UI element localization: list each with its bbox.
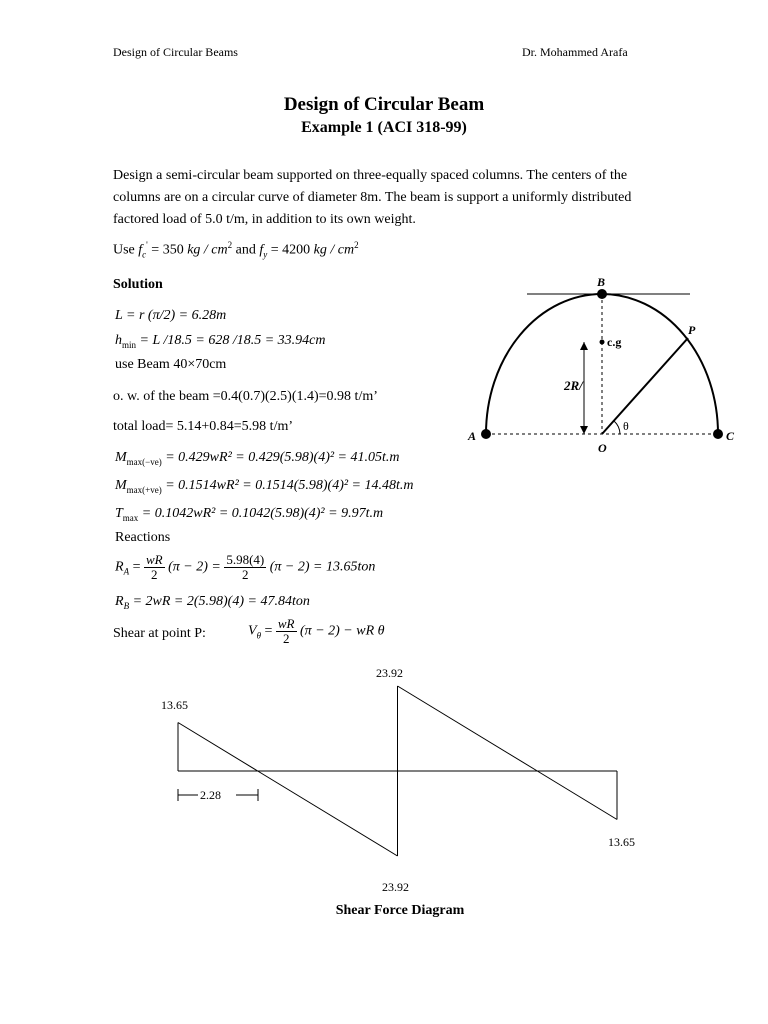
data-label-peak-top: 23.92 [376, 666, 403, 680]
fy-value: = 4200 [270, 242, 311, 258]
fy-unit-exp: 2 [354, 240, 359, 250]
m-pos-symbol: M [115, 478, 127, 493]
length-equation: L = r (π/2) = 6.28m [115, 308, 227, 323]
m-neg-symbol: M [115, 450, 127, 465]
data-label-end: 13.65 [608, 835, 635, 849]
rb-value: = 2wR = 2(5.98)(4) = 47.84ton [132, 594, 310, 609]
cg-point [600, 340, 605, 345]
h-subscript: min [122, 339, 137, 350]
fc-symbol: f [138, 242, 143, 258]
ra-equals: = [132, 559, 141, 575]
problem-statement: Design a semi-circular beam supported on three-equally spaced columns. The centers of the columns are on a circular curve of diameter 8m. The beam is support a uniformly distributed factored load of 5.0 t/m, in addition to its own weight. [113, 168, 632, 227]
v-symbol: V [248, 623, 257, 639]
rb-equation [115, 594, 310, 611]
beam-diagram [460, 270, 750, 460]
total-load: total load= 5.14+0.84=5.98 t/m’ [113, 419, 294, 434]
shear-segment [398, 686, 538, 771]
shear-segment [178, 722, 258, 771]
shear-force-chart [150, 660, 650, 900]
label-a: A [468, 429, 477, 443]
label-o: O [598, 441, 607, 455]
fc-value: = 350 [151, 242, 184, 258]
solution-heading: Solution [113, 277, 163, 292]
fc-unit: kg / cm [187, 242, 228, 258]
label-2r: 2R/ [564, 378, 583, 393]
ra-f1-num: wR [145, 552, 163, 567]
m-pos-value: = 0.1514wR² = 0.1514(5.98)(4)² = 14.48t.m [165, 478, 414, 493]
ra-f1-den: 2 [151, 567, 158, 582]
use-text: Use [113, 242, 135, 258]
ra-fraction-1 [144, 553, 165, 582]
moment-negative-equation [115, 450, 400, 467]
label-cg: c.g [607, 335, 622, 349]
ra-equation [115, 553, 375, 582]
torsion-equation [115, 506, 383, 523]
support-c-icon [713, 429, 723, 439]
v-den: 2 [282, 631, 290, 646]
chart-title: Shear Force Diagram [335, 903, 465, 918]
fy-unit: kg / cm [313, 242, 355, 258]
and-text: and [235, 242, 256, 258]
reactions-heading: Reactions [115, 530, 171, 545]
beam-size: use Beam 40×70cm [115, 357, 227, 372]
dimension-label: 2.28 [200, 788, 221, 802]
t-value: = 0.1042wR² = 0.1042(5.98)(4)² = 9.97t.m [141, 506, 384, 521]
dimension-marker [178, 788, 258, 802]
shear-equation [248, 617, 385, 646]
data-label-start: 13.65 [161, 698, 188, 712]
ra-fraction-2 [224, 553, 266, 582]
fc-prime: ' [146, 240, 148, 250]
support-a-icon [481, 429, 491, 439]
t-subscript: max [122, 512, 139, 523]
rb-symbol: R [115, 594, 124, 609]
theta-arc [614, 421, 620, 434]
m-neg-subscript: max(−ve) [126, 456, 162, 467]
m-neg-value: = 0.429wR² = 0.429(5.98)(4)² = 41.05t.m [165, 450, 400, 465]
h-symbol: h [115, 333, 122, 348]
fy-symbol: f [259, 242, 264, 258]
label-p: P [688, 323, 696, 337]
ra-subscript: A [123, 566, 130, 577]
data-label-peak-bottom: 23.92 [382, 880, 409, 894]
materials-line [113, 240, 359, 259]
page-subtitle: Example 1 (ACI 318-99) [301, 119, 467, 136]
ra-symbol: R [115, 559, 124, 575]
shear-label: Shear at point P: [113, 626, 206, 641]
h-equation: = L /18.5 = 628 /18.5 = 33.94cm [139, 333, 326, 348]
header-right: Dr. Mohammed Arafa [522, 45, 628, 59]
shear-segment [258, 771, 398, 856]
own-weight: o. w. of the beam =0.4(0.7)(2.5)(1.4)=0.98 t/m’ [113, 389, 378, 404]
m-pos-subscript: max(+ve) [126, 484, 162, 495]
label-b: B [597, 275, 606, 289]
label-theta: θ [623, 419, 629, 433]
support-b-icon [597, 289, 607, 299]
v-end: (π − 2) − wR θ [300, 623, 385, 639]
ra-f2-den: 2 [242, 567, 249, 582]
arrow-up-icon [580, 342, 588, 350]
arrow-down-icon [580, 426, 588, 434]
ra-f2-num: 5.98(4) [226, 552, 265, 567]
moment-positive-equation [115, 478, 414, 495]
header-left: Design of Circular Beams [113, 45, 238, 59]
ra-end: (π − 2) = 13.65ton [269, 559, 376, 575]
ra-mid: (π − 2) = [168, 559, 221, 575]
v-equals: = [264, 623, 273, 639]
fc-subscript: c [142, 249, 147, 260]
fy-subscript: y [263, 249, 268, 260]
shear-segment [537, 771, 617, 820]
label-c: C [726, 429, 735, 443]
rb-subscript: B [123, 600, 130, 611]
v-num: wR [277, 616, 295, 631]
hmin-equation [115, 333, 326, 350]
radius-line [602, 338, 688, 434]
v-fraction [276, 617, 297, 646]
t-symbol: T [115, 506, 123, 521]
fc-unit-exp: 2 [227, 240, 233, 250]
v-subscript: θ [256, 630, 261, 641]
page-title: Design of Circular Beam [283, 94, 485, 115]
